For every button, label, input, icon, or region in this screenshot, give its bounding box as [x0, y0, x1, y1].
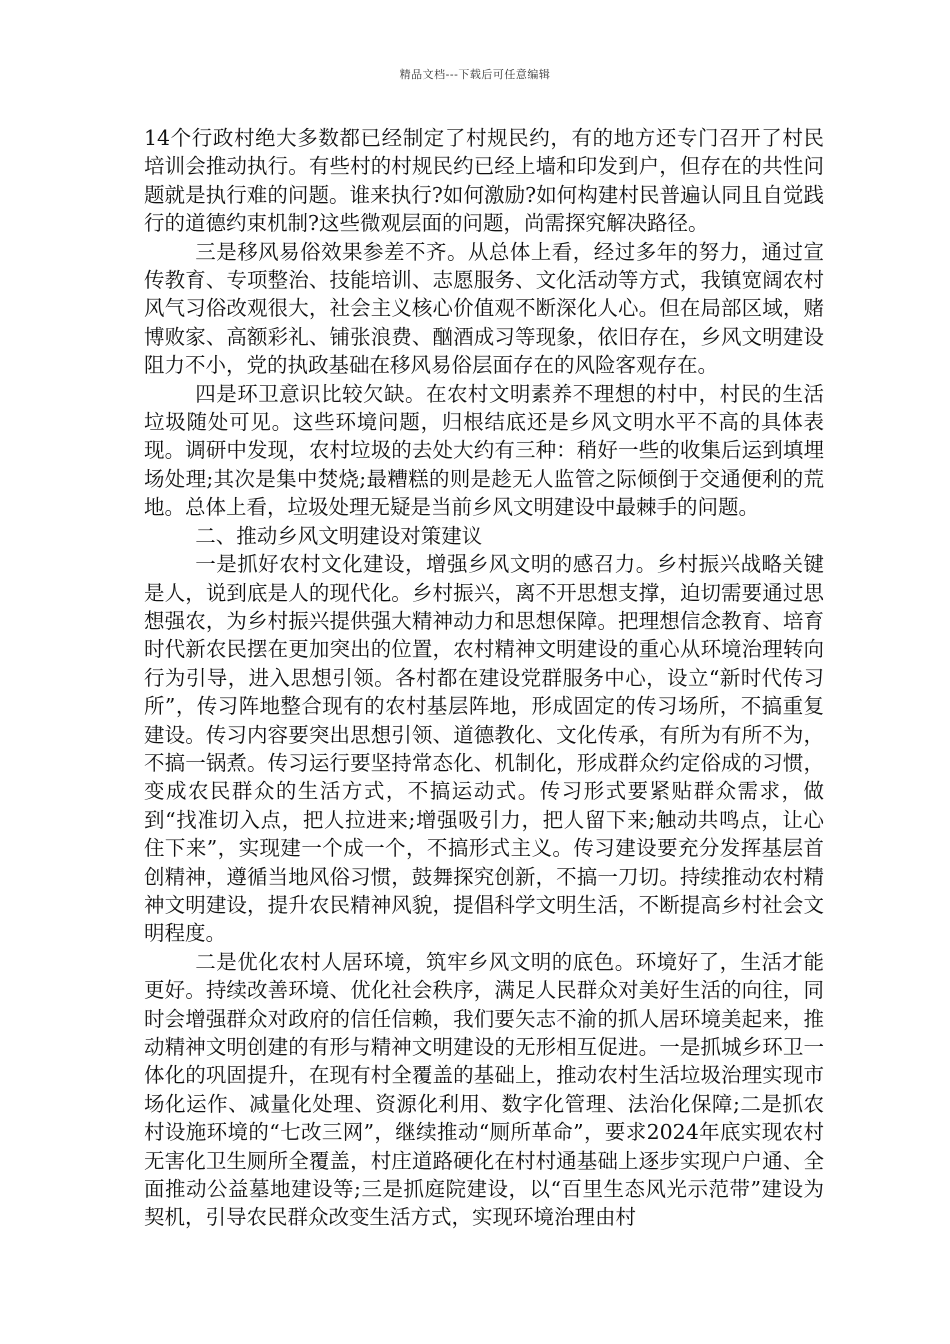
- section-heading-suggestions: 二、推动乡风文明建设对策建议: [195, 523, 483, 548]
- paragraph-village-rules: 14个行政村绝大多数都已经制定了村规民约，有的地方还专门召开了村民培训会推动执行。有些村的村规民约已经上墙和印发到户，但存在的共性问题就是执行难的问题。谁来执行?如何激励?如何构建村民普遍认同且自觉践行的道德约束机制?这些微观层面的问题，尚需探究解决路径。: [144, 126, 824, 236]
- paragraph-culture: 一是抓好农村文化建设，增强乡风文明的感召力。乡村振兴战略关键是人，说到底是人的现代化。乡村振兴，离不开思想支撑，迫切需要通过思想强农，为乡村振兴提供强大精神动力和思想保障。把理想信念教育、培育时代新农民摆在更加突出的位置，农村精神文明建设的重心从环境治理转向行为引导，进入思想引领。各村都在建设党群服务中心，设立“新时代传习所”，传习阵地整合现有的农村基层阵地，形成固定的传习场所，不搞重复建设。传习内容要突出思想引领、道德教化、文化传承，有所为有所不为，不搞一锅煮。传习运行要坚持常态化、机制化，形成群众约定俗成的习惯，变成农民群众的生活方式，不搞运动式。传习形式要紧贴群众需求，做到“找准切入点，把人拉进来;增强吸引力，把人留下来;触动共鸣点，让心住下来”，实现建一个成一个，不搞形式主义。传习建设要充分发挥基层首创精神，遵循当地风俗习惯，鼓舞探究创新，不搞一刀切。持续推动农村精神文明建设，提升农民精神风貌，提倡科学文明生活，不断提高乡村社会文明程度。: [144, 552, 824, 946]
- paragraph-sanitation: 四是环卫意识比较欠缺。在农村文明素养不理想的村中，村民的生活垃圾随处可见。这些环境问题，归根结底还是乡风文明水平不高的具体表现。调研中发现，农村垃圾的去处大约有三种：稍好一些的收集后运到填埋场处理;其次是集中焚烧;最糟糕的则是趁无人监管之际倾倒于交通便利的荒地。总体上看，垃圾处理无疑是当前乡风文明建设中最棘手的问题。: [144, 381, 824, 520]
- paragraph-environment: 二是优化农村人居环境，筑牢乡风文明的底色。环境好了，生活才能更好。持续改善环境、优化社会秩序，满足人民群众对美好生活的向往，同时会增强群众对政府的信任信赖，我们要矢志不渝的抓人居环境美起来，推动精神文明创建的有形与精神文明建设的无形相互促进。一是抓城乡环卫一体化的巩固提升，在现有村全覆盖的基础上，推动农村生活垃圾治理实现市场化运作、减量化处理、资源化利用、数字化管理、法治化保障;二是抓农村设施环境的“七改三网”，继续推动“厕所革命”，要求2024年底实现农村无害化卫生厕所全覆盖，村庄道路硬化在村村通基础上逐步实现户户通、全面推动公益墓地建设等;三是抓庭院建设，以“百里生态风光示范带”建设为契机，引导农民群众改变生活方式，实现环境治理由村: [144, 949, 824, 1230]
- paragraph-customs: 三是移风易俗效果参差不齐。从总体上看，经过多年的努力，通过宣传教育、专项整治、技能培训、志愿服务、文化活动等方式，我镇宽阔农村风气习俗改观很大，社会主义核心价值观不断深化人心。但在局部区域，赌博败家、高额彩礼、铺张浪费、酗酒成习等现象，依旧存在，乡风文明建设阻力不小，党的执政基础在移风易俗层面存在的风险客观存在。: [144, 239, 824, 378]
- document-body: [144, 124, 824, 1232]
- page-header: 精品文档---下载后可任意编辑: [399, 68, 551, 81]
